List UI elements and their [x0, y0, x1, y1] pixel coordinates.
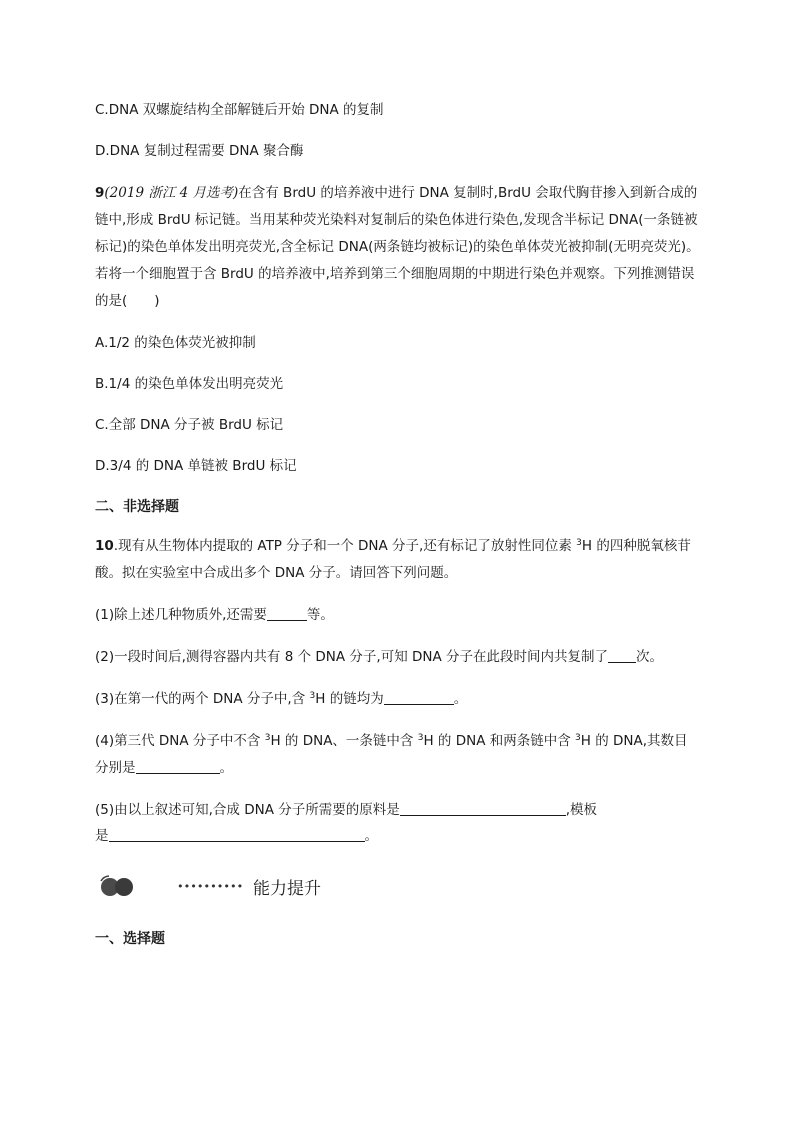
section-banner: [95, 870, 395, 900]
subquestion-text: 等。: [306, 607, 334, 623]
subquestion-5-line2: [95, 826, 378, 846]
answer-blank[interactable]: [109, 827, 365, 842]
subquestion-4-line2: [95, 758, 233, 778]
subquestion-text: 次。: [636, 649, 663, 665]
question-10-line2: 酸。拟在实验室中合成出多个 DNA 分子。请回答下列问题。: [95, 565, 458, 581]
subquestion-text: (5)由以上叙述可知,合成 DNA 分子所需要的原料是: [95, 802, 400, 818]
answer-blank[interactable]: [384, 690, 454, 705]
question-stem: .现有从生物体内提取的 ATP 分子和一个 DNA 分子,还有标记了放射性同位素: [113, 538, 577, 554]
subquestion-text: H 的链均为: [315, 691, 384, 707]
subquestion-4-line1: [95, 731, 688, 751]
option-d-prev: D.DNA 复制过程需要 DNA 聚合酶: [95, 143, 304, 159]
subquestion-text: ,模板: [565, 802, 598, 818]
double-circle-icon: [95, 873, 139, 899]
question-9: [95, 180, 705, 315]
isotope-superscript: 3: [309, 691, 316, 701]
answer-blank[interactable]: [608, 648, 636, 663]
subquestion-text: 。: [219, 760, 233, 776]
question-10-line1: [95, 536, 691, 556]
option-a: A.1/2 的染色体荧光被抑制: [95, 335, 256, 351]
subquestion-text: 是: [95, 828, 109, 844]
subquestion-text: H 的 DNA、一条链中含: [270, 733, 418, 749]
isotope-superscript: 3: [575, 733, 581, 743]
subquestion-text: 分别是: [95, 760, 136, 776]
option-b: B.1/4 的染色单体发出明亮荧光: [95, 376, 284, 392]
subquestion-3: [95, 689, 467, 709]
question-number: 9: [95, 185, 105, 201]
section-heading-nonchoice: 二、非选择题: [95, 499, 179, 515]
subquestion-text: H 的 DNA,其数目: [580, 733, 688, 749]
subquestion-text: (2)一段时间后,测得容器内共有 8 个 DNA 分子,可知 DNA 分子在此段时间内共复制了: [95, 649, 608, 665]
option-c-prev: C.DNA 双螺旋结构全部解链后开始 DNA 的复制: [95, 102, 384, 118]
subquestion-text: H 的 DNA 和两条链中含: [423, 733, 576, 749]
subquestion-1: [95, 605, 334, 625]
answer-blank[interactable]: [400, 801, 566, 816]
question-source: (2019 浙江 4 月选考): [104, 185, 239, 201]
isotope-superscript: 3: [576, 538, 582, 548]
isotope-superscript: 3: [264, 733, 271, 743]
question-stem: 在含有 BrdU 的培养液中进行 DNA 复制时,BrdU 会取代胸苷掺入到新合成的链中,形成 BrdU 标记链。当用某种荧光染料对复制后的染色体进行染色,发现含半标记 DNA(一条链被标记)的染色单体发出明亮荧光,含全标记 DNA(两条链均被标记)的染色单体荧光被抑制(无明亮荧光)。若将一个细胞置于含 BrdU 的培养液中,培养到第三个细胞周期的中期进行染色并观察。下列推测错误的是( ): [95, 185, 700, 309]
subquestion-2: [95, 647, 663, 667]
question-number: 10: [95, 538, 114, 554]
option-c: C.全部 DNA 分子被 BrdU 标记: [95, 417, 284, 433]
answer-blank[interactable]: [136, 759, 220, 774]
answer-blank[interactable]: [267, 606, 307, 621]
isotope-superscript: 3: [417, 733, 424, 743]
subquestion-text: (3)在第一代的两个 DNA 分子中,含: [95, 691, 310, 707]
question-stem: H 的四种脱氧核苷: [581, 538, 691, 554]
subquestion-text: 。: [453, 691, 468, 707]
subquestion-text: (4)第三代 DNA 分子中不含: [95, 733, 265, 749]
banner-title: 能力提升: [253, 879, 321, 899]
subquestion-5-line1: [95, 800, 597, 820]
subquestion-text: 。: [364, 828, 378, 844]
subquestion-text: (1)除上述几种物质外,还需要: [95, 607, 267, 623]
dotted-leader: ••••••••••: [177, 880, 244, 893]
option-d: D.3/4 的 DNA 单链被 BrdU 标记: [95, 458, 297, 474]
section-heading-choice: 一、选择题: [95, 931, 165, 947]
